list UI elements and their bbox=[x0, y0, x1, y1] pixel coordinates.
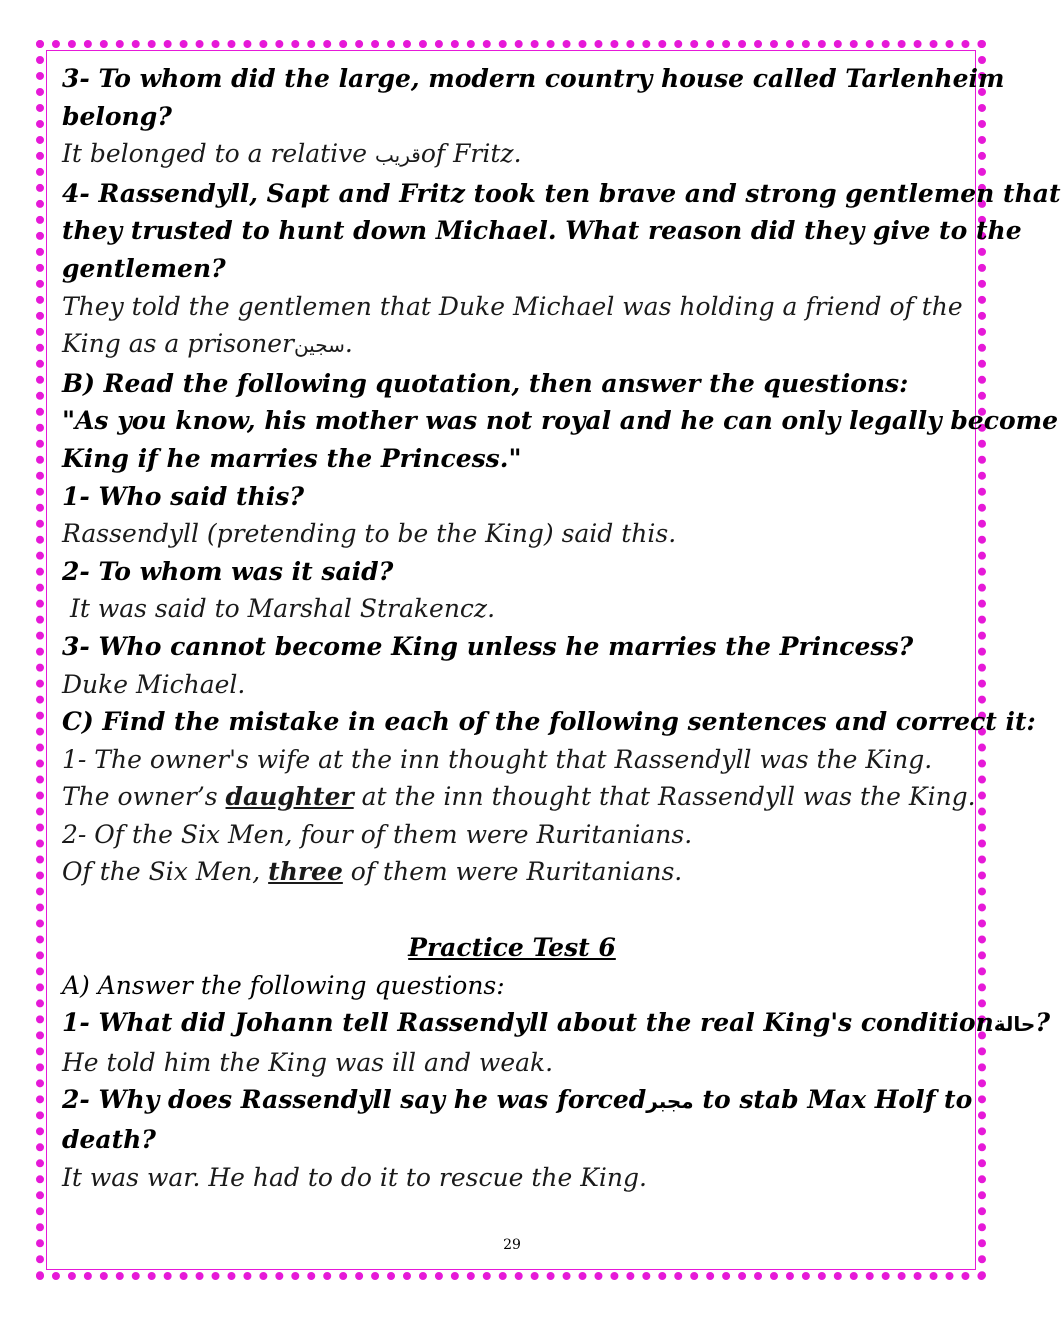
text-line: of Fritz. bbox=[420, 139, 522, 169]
text-line: C) Find the mistake in each of the following sentences and correct it: bbox=[62, 707, 1036, 737]
text-line: 2- Of the Six Men, four of them were Ruritanians. bbox=[62, 819, 693, 849]
text-line: gentlemen? bbox=[62, 253, 226, 283]
text-line: A) Answer the following questions: bbox=[62, 970, 505, 1000]
text-line: they trusted to hunt down Michael. What reason did they give to the bbox=[62, 216, 1022, 246]
arabic-gloss: مجبر bbox=[646, 1089, 694, 1114]
text-line: ? bbox=[1035, 1008, 1050, 1038]
correction-2 bbox=[62, 853, 962, 891]
correction-1 bbox=[62, 778, 976, 816]
text-line: King if he marries the Princess." bbox=[62, 443, 522, 473]
mistake-1 bbox=[62, 741, 962, 779]
text-line: 4- Rassendyll, Sapt and Fritz took ten brave and strong gentlemen that bbox=[62, 178, 1061, 208]
text-line: Rassendyll (pretending to be the King) said this. bbox=[62, 519, 677, 549]
text-line: 3- To whom did the large, modern country house called Tarlenheim bbox=[62, 64, 1005, 93]
text-line: at the inn thought that Rassendyll was the King. bbox=[353, 782, 976, 812]
text-line: Of the Six Men, bbox=[62, 857, 269, 887]
text-line: 2- To whom was it said? bbox=[62, 556, 394, 586]
text-line: belong? bbox=[62, 101, 172, 131]
answer-4-cont bbox=[62, 325, 962, 365]
answer-a2 bbox=[62, 1159, 962, 1197]
text-line: 1- Who said this? bbox=[62, 481, 305, 511]
text-line: 3- Who cannot become King unless he marries the Princess? bbox=[62, 631, 914, 661]
answer-b2 bbox=[62, 590, 962, 628]
section-b-heading bbox=[62, 365, 962, 403]
mistake-2 bbox=[62, 816, 962, 854]
question-b2 bbox=[62, 553, 962, 591]
question-b1 bbox=[62, 478, 962, 516]
answer-a1 bbox=[62, 1044, 962, 1082]
question-3-cont bbox=[62, 98, 962, 136]
question-a1 bbox=[62, 1004, 1050, 1044]
answer-3 bbox=[62, 135, 962, 175]
corrected-word: three bbox=[268, 857, 343, 887]
question-4 bbox=[62, 175, 1061, 213]
answer-4 bbox=[62, 288, 962, 326]
practice-test-title bbox=[62, 929, 962, 967]
arabic-gloss: حالة bbox=[993, 1012, 1036, 1037]
text-line: 2- Why does Rassendyll say he was forced bbox=[62, 1085, 647, 1115]
answer-b3 bbox=[62, 666, 962, 704]
text-line: 1- The owner's wife at the inn thought that Rassendyll was the King. bbox=[62, 744, 933, 774]
question-3 bbox=[62, 60, 1005, 98]
section-c-heading bbox=[62, 703, 1036, 741]
document-body bbox=[62, 60, 1061, 1196]
question-b3 bbox=[62, 628, 962, 666]
answer-b1 bbox=[62, 515, 962, 553]
question-4-cont bbox=[62, 212, 1022, 250]
text-line: 1- What did Johann tell Rassendyll about the real King's condition bbox=[62, 1008, 994, 1038]
text-line: Duke Michael. bbox=[62, 669, 246, 699]
text-line: He told him the King was ill and weak. bbox=[62, 1047, 554, 1077]
text-line: The owner’s bbox=[62, 782, 226, 812]
text-line: King as a prisoner bbox=[62, 329, 294, 359]
question-a2 bbox=[62, 1081, 973, 1121]
spacer bbox=[62, 891, 962, 929]
text-line: "As you know, his mother was not royal and he can only legally become bbox=[62, 406, 1058, 436]
text-line: They told the gentlemen that Duke Michael was holding a friend of the bbox=[62, 291, 963, 321]
question-a2-cont bbox=[62, 1121, 962, 1159]
text-line: of them were Ruritanians. bbox=[342, 857, 683, 887]
quotation bbox=[62, 402, 1058, 440]
question-4-cont bbox=[62, 250, 962, 288]
text-line: It belonged to a relative bbox=[62, 139, 376, 169]
text-line: Practice Test 6 bbox=[408, 933, 616, 963]
text-line: . bbox=[344, 329, 353, 359]
corrected-word: daughter bbox=[225, 782, 354, 812]
text-line: B) Read the following quotation, then answer the questions: bbox=[62, 368, 909, 398]
arabic-gloss: قريب bbox=[375, 143, 421, 168]
arabic-gloss: سجين bbox=[293, 333, 345, 358]
page-number: 29 bbox=[503, 1237, 521, 1253]
text-line: death? bbox=[62, 1125, 156, 1155]
text-line: It was war. He had to do it to rescue the King. bbox=[62, 1162, 647, 1192]
quotation-cont bbox=[62, 440, 962, 478]
text-line: It was said to Marshal Strakencz. bbox=[62, 594, 496, 624]
section-a-heading bbox=[62, 967, 962, 1005]
text-line: to stab Max Holf to bbox=[693, 1085, 973, 1115]
